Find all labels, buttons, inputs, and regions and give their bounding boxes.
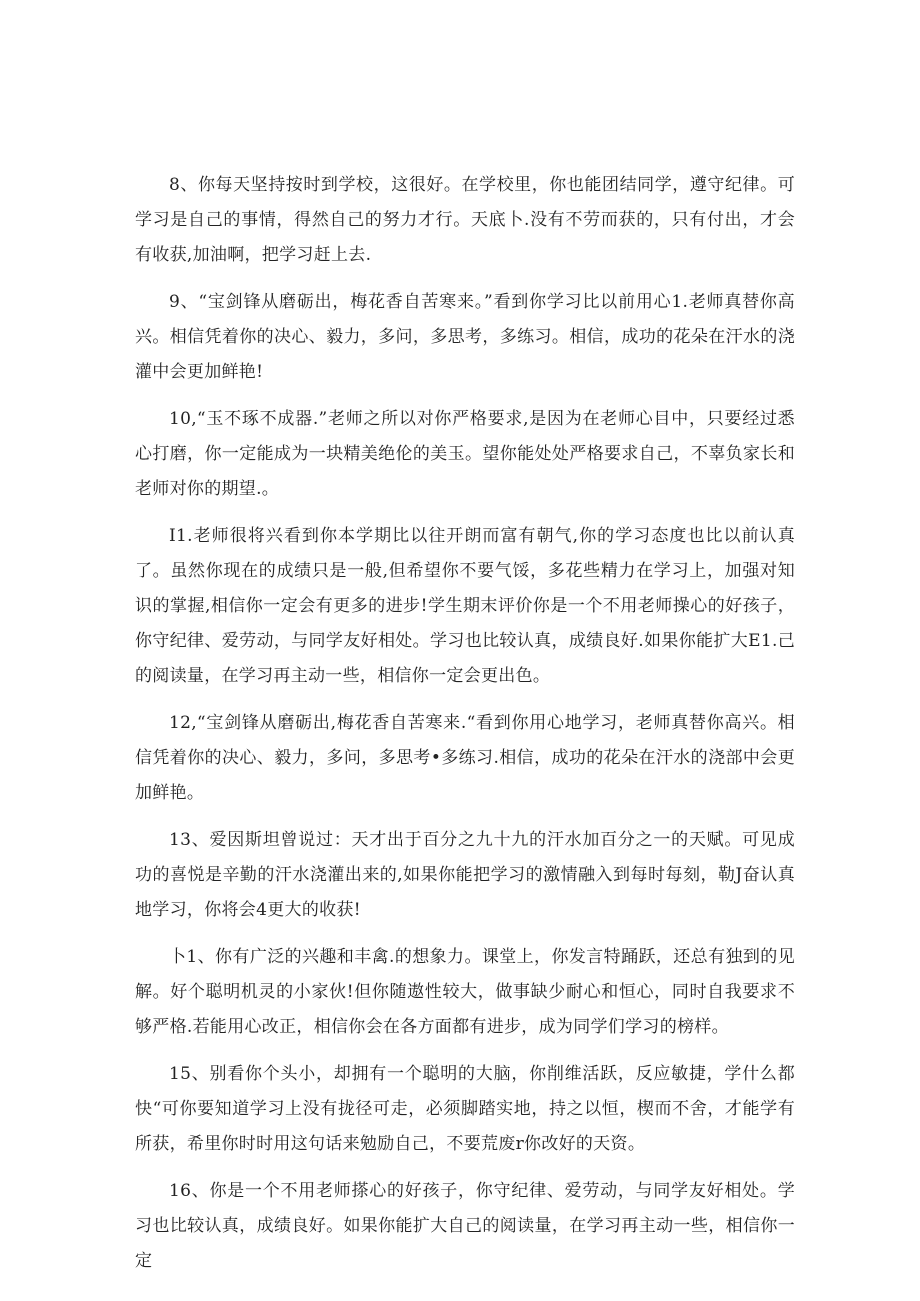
- paragraph-13: 13、爱因斯坦曾说过：天才出于百分之九十九的汗水加百分之一的天赋。可见成功的喜悦是辛勤的汗水浇灌出来的,如果你能把学习的激情融入到每时每刻，勒J奋认真地学习，你将会4更大的收获!: [135, 830, 795, 920]
- paragraph-9: 9、“宝剑锋从磨砺出，梅花香自苦寒来。”看到你学习比以前用心1.老师真替你高兴。相信凭着你的决心、毅力，多问，多思考，多练习。相信，成功的花朵在汗水的浇灌中会更加鲜艳!: [135, 292, 795, 382]
- paragraph-10: 10,“玉不琢不成器.”老师之所以对你严格要求,是因为在老师心目中，只要经过悉心打磨，你一定能成为一块精美绝伦的美玉。望你能处处严格要求自己，不辜负家长和老师对你的期望.。: [135, 409, 795, 499]
- paragraph-15: 15、别看你个头小，却拥有一个聪明的大脑，你削维活跃，反应敏捷，学什么都快“可你要知道学习上没有拢径可走，必须脚踏实地，持之以恒，楔而不舍，才能学有所获，希里你时时用这句话来勉励自己，不要荒废r你改好的天资。: [135, 1064, 795, 1154]
- paragraph-11: I1.老师很将兴看到你本学期比以往开朗而富有朝气,你的学习态度也比以前认真了。虽然你现在的成绩只是一般,但希望你不要气馁，多花些精力在学习上，加强对知识的掌握,相信你一定会有更多的进步!学生期末评价你是一个不用老师操心的好孩子，你守纪律、爱劳动，与同学友好相处。学习也比较认真，成绩良好.如果你能扩大E1.己的阅读量，在学习再主动一些，相信你一定会更出色。: [135, 526, 795, 686]
- paragraph-14: 卜1、你有广泛的兴趣和丰禽.的想象力。课堂上，你发言特踊跃，还总有独到的见解。好个聪明机灵的小家伙!但你随遨性较大，做事缺少耐心和恒心，同时自我要求不够严格.若能用心改正，相信你会在各方面都有进步，成为同学们学习的榜样。: [135, 947, 795, 1037]
- paragraph-12: 12,“宝剑锋从磨砺出,梅花香自苦寒来.“看到你用心地学习，老师真替你高兴。相信凭着你的决心、毅力，多问，多思考•多练习.相信，成功的花朵在汗水的浇部中会更加鲜艳。: [135, 713, 795, 803]
- paragraph-16: 16、你是一个不用老师搽心的好孩子，你守纪律、爱劳动，与同学友好相处。学习也比较认真，成绩良好。如果你能扩大自己的阅读量，在学习再主动一些，相信你一定: [135, 1181, 795, 1271]
- paragraph-8: 8、你每天坚持按时到学校，这很好。在学校里，你也能团结同学，遵守纪律。可学习是自己的事情，得然自己的努力才行。天底卜.没有不劳而获的，只有付出，才会有收获,加油啊，把学习赶上去.: [135, 175, 795, 265]
- document-body: [135, 168, 795, 1291]
